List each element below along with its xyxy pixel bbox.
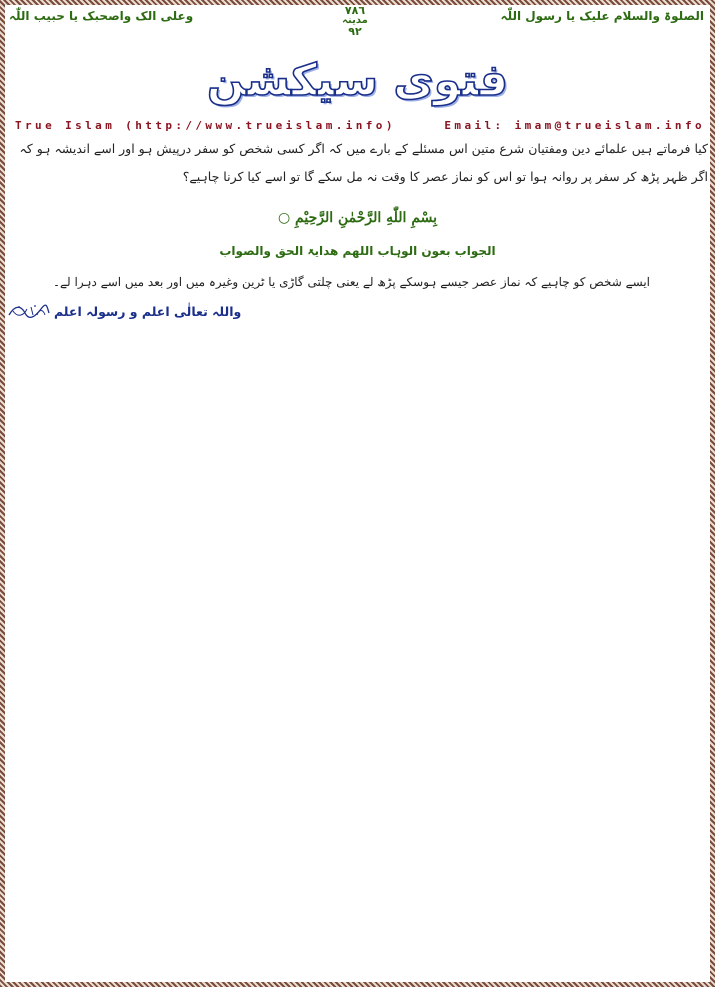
fatwa-section-logo: فتوی سیکشن xyxy=(206,55,509,106)
email-link[interactable]: Email: imam@trueislam.info xyxy=(444,119,705,132)
seal-icon xyxy=(7,303,51,319)
question-text: کیا فرماتے ہیں علمائے دین ومفتیان شرع متین اس مسئلے کے بارے میں کہ اگر کسی شخص کو سفر درپیش ہو اور اسے اندیشہ ہو کہ اگر ظہر پڑھ کر سفر پر روانہ ہوا تو اس کو نماز عصر کا وقت نہ مل سکے گا تو اسے کیا کرنا چاہیے؟ xyxy=(19,141,708,184)
madina-word: مدینہ xyxy=(342,15,368,26)
page-content xyxy=(5,5,710,982)
answer-text: ایسے شخص کو چاہیے کہ نماز عصر جیسے ہوسکے پڑھ لے یعنی چلتی گاڑی یا ٹرین وغیرہ میں اور بعد میں اسے دہرا لے۔ xyxy=(52,275,650,289)
header-salutation-left: وعلی الک واصحبک یا حبیب اللّٰہ xyxy=(9,9,194,23)
madina-emblem xyxy=(332,5,378,37)
site-link[interactable]: True Islam (http://www.trueislam.info) xyxy=(15,119,396,132)
closing-text: واللہ تعالٰی اعلم و رسولہ اعلم xyxy=(54,303,242,319)
bismillah: بِسْمِ اللّٰهِ الرَّحْمٰنِ الرَّحِيْمِ ○ xyxy=(277,210,438,226)
site-info-line xyxy=(15,119,705,132)
closing-line xyxy=(7,303,241,319)
number-92: ٩٢ xyxy=(348,25,362,38)
number-786: ٧٨٦ xyxy=(344,5,366,17)
answer-heading: الجواب بعون الوہاب اللھم ھدایۃ الحق والصواب xyxy=(219,244,496,258)
header-salutation-right: الصلوۃ والسلام علیک یا رسول اللّٰہ xyxy=(500,9,704,23)
